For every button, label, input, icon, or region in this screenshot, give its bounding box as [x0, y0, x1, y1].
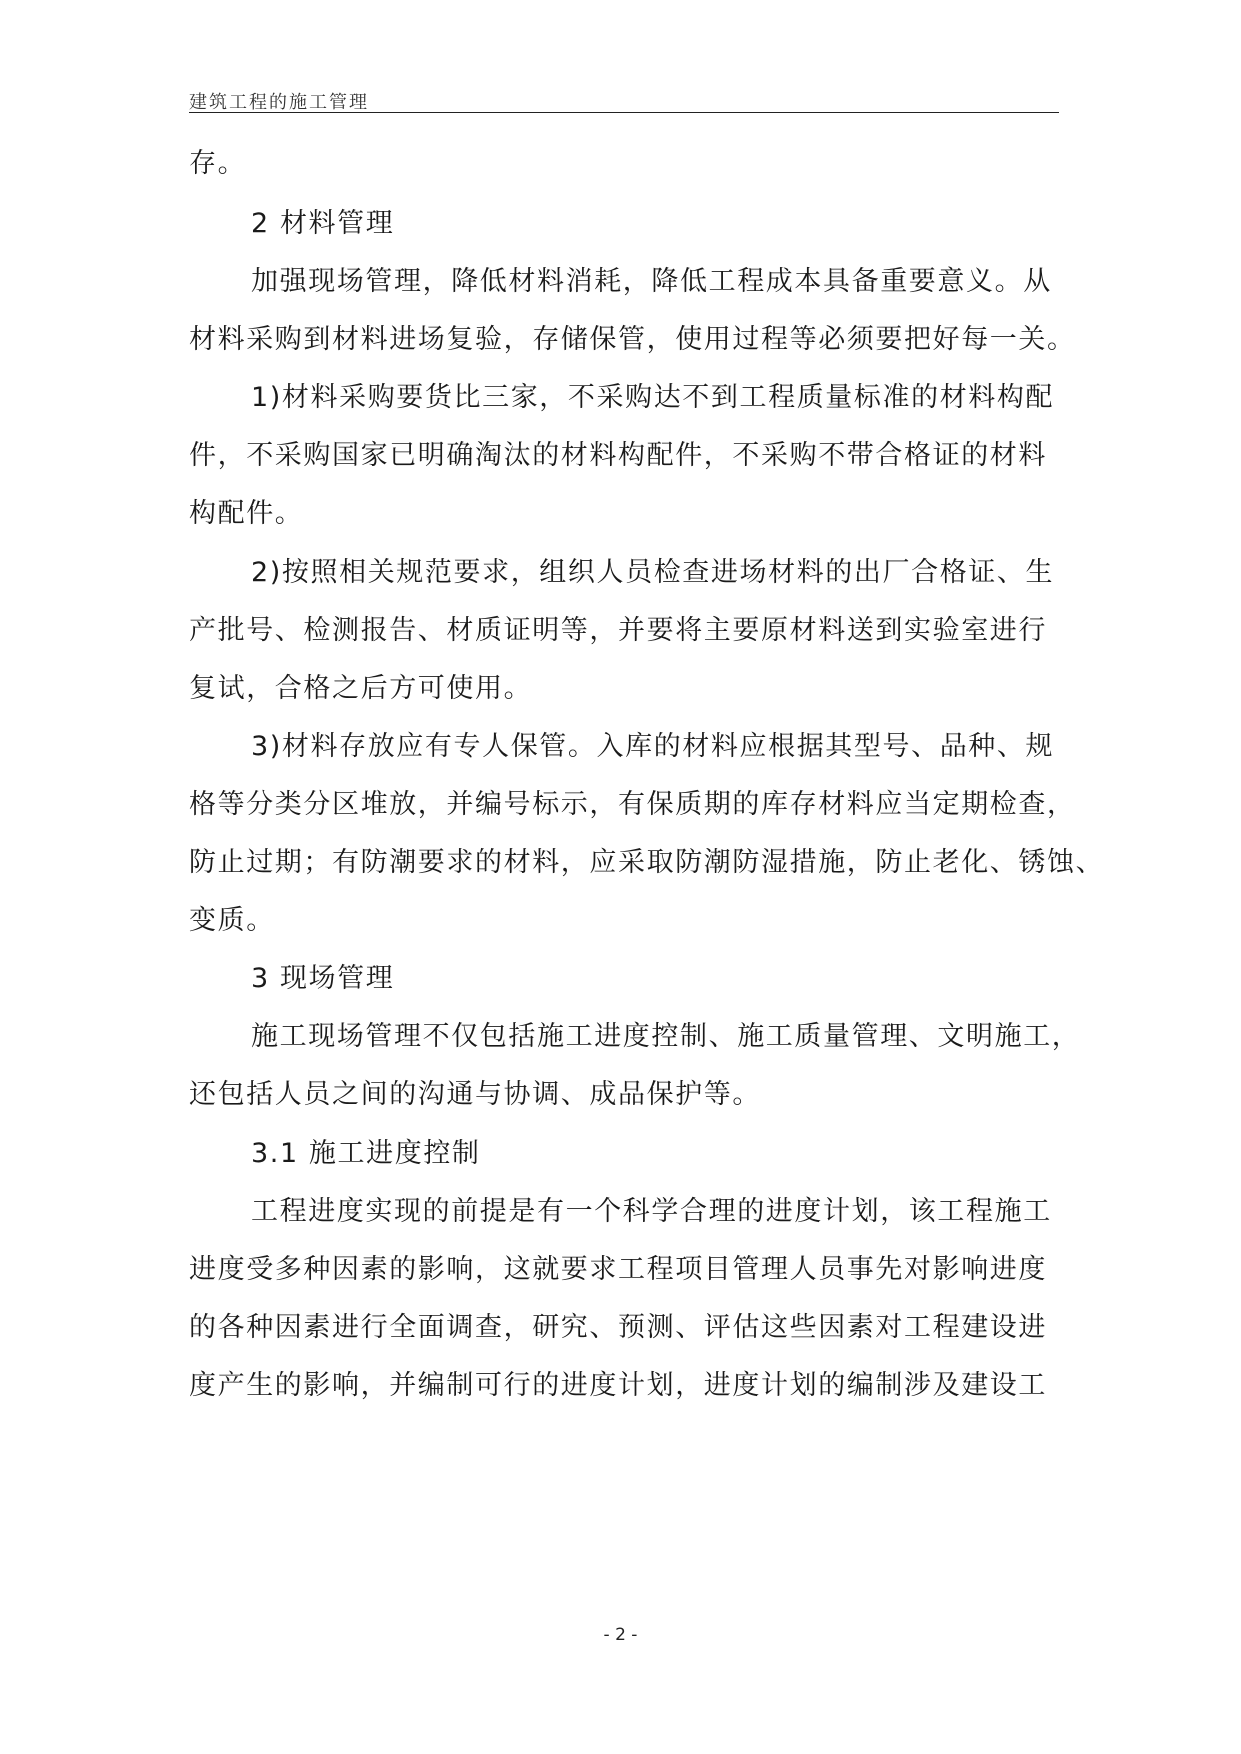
body-line: 的各种因素进行全面调查，研究、预测、评估这些因素对工程建设进 — [189, 1312, 1047, 1343]
body-line: 施工现场管理不仅包括施工进度控制、施工质量管理、文明施工， — [251, 1021, 1081, 1052]
body-line: 材料采购到材料进场复验，存储保管，使用过程等必须要把好每一关。 — [189, 324, 1076, 355]
body-line: 度产生的影响，并编制可行的进度计划，进度计划的编制涉及建设工 — [189, 1370, 1047, 1401]
body-line: 防止过期；有防潮要求的材料，应采取防潮防湿措施，防止老化、锈蚀、 — [189, 847, 1105, 878]
body-line: 存。 — [189, 148, 247, 179]
page-number: - 2 - — [603, 1625, 638, 1645]
section-heading: 2 材料管理 — [251, 208, 395, 239]
body-line: 还包括人员之间的沟通与协调、成品保护等。 — [189, 1079, 761, 1110]
body-line: 进度受多种因素的影响，这就要求工程项目管理人员事先对影响进度 — [189, 1254, 1047, 1285]
header-divider — [189, 112, 1059, 113]
body-line: 3)材料存放应有专人保管。入库的材料应根据其型号、品种、规 — [251, 731, 1055, 762]
body-line: 1)材料采购要货比三家，不采购达不到工程质量标准的材料构配 — [251, 382, 1055, 413]
body-line: 格等分类分区堆放，并编号标示，有保质期的库存材料应当定期检查， — [189, 789, 1076, 820]
subsection-heading: 3.1 施工进度控制 — [251, 1138, 481, 1169]
body-line: 件，不采购国家已明确淘汰的材料构配件，不采购不带合格证的材料 — [189, 440, 1047, 471]
body-line: 构配件。 — [189, 498, 304, 529]
body-line: 变质。 — [189, 905, 275, 936]
body-line: 工程进度实现的前提是有一个科学合理的进度计划，该工程施工 — [251, 1196, 1052, 1227]
body-line: 2)按照相关规范要求，组织人员检查进场材料的出厂合格证、生 — [251, 557, 1055, 588]
section-heading: 3 现场管理 — [251, 963, 395, 994]
body-line: 产批号、检测报告、材质证明等，并要将主要原材料送到实验室进行 — [189, 615, 1047, 646]
running-header: 建筑工程的施工管理 — [189, 92, 369, 113]
body-line: 加强现场管理，降低材料消耗，降低工程成本具备重要意义。从 — [251, 266, 1052, 297]
body-line: 复试，合格之后方可使用。 — [189, 673, 533, 704]
